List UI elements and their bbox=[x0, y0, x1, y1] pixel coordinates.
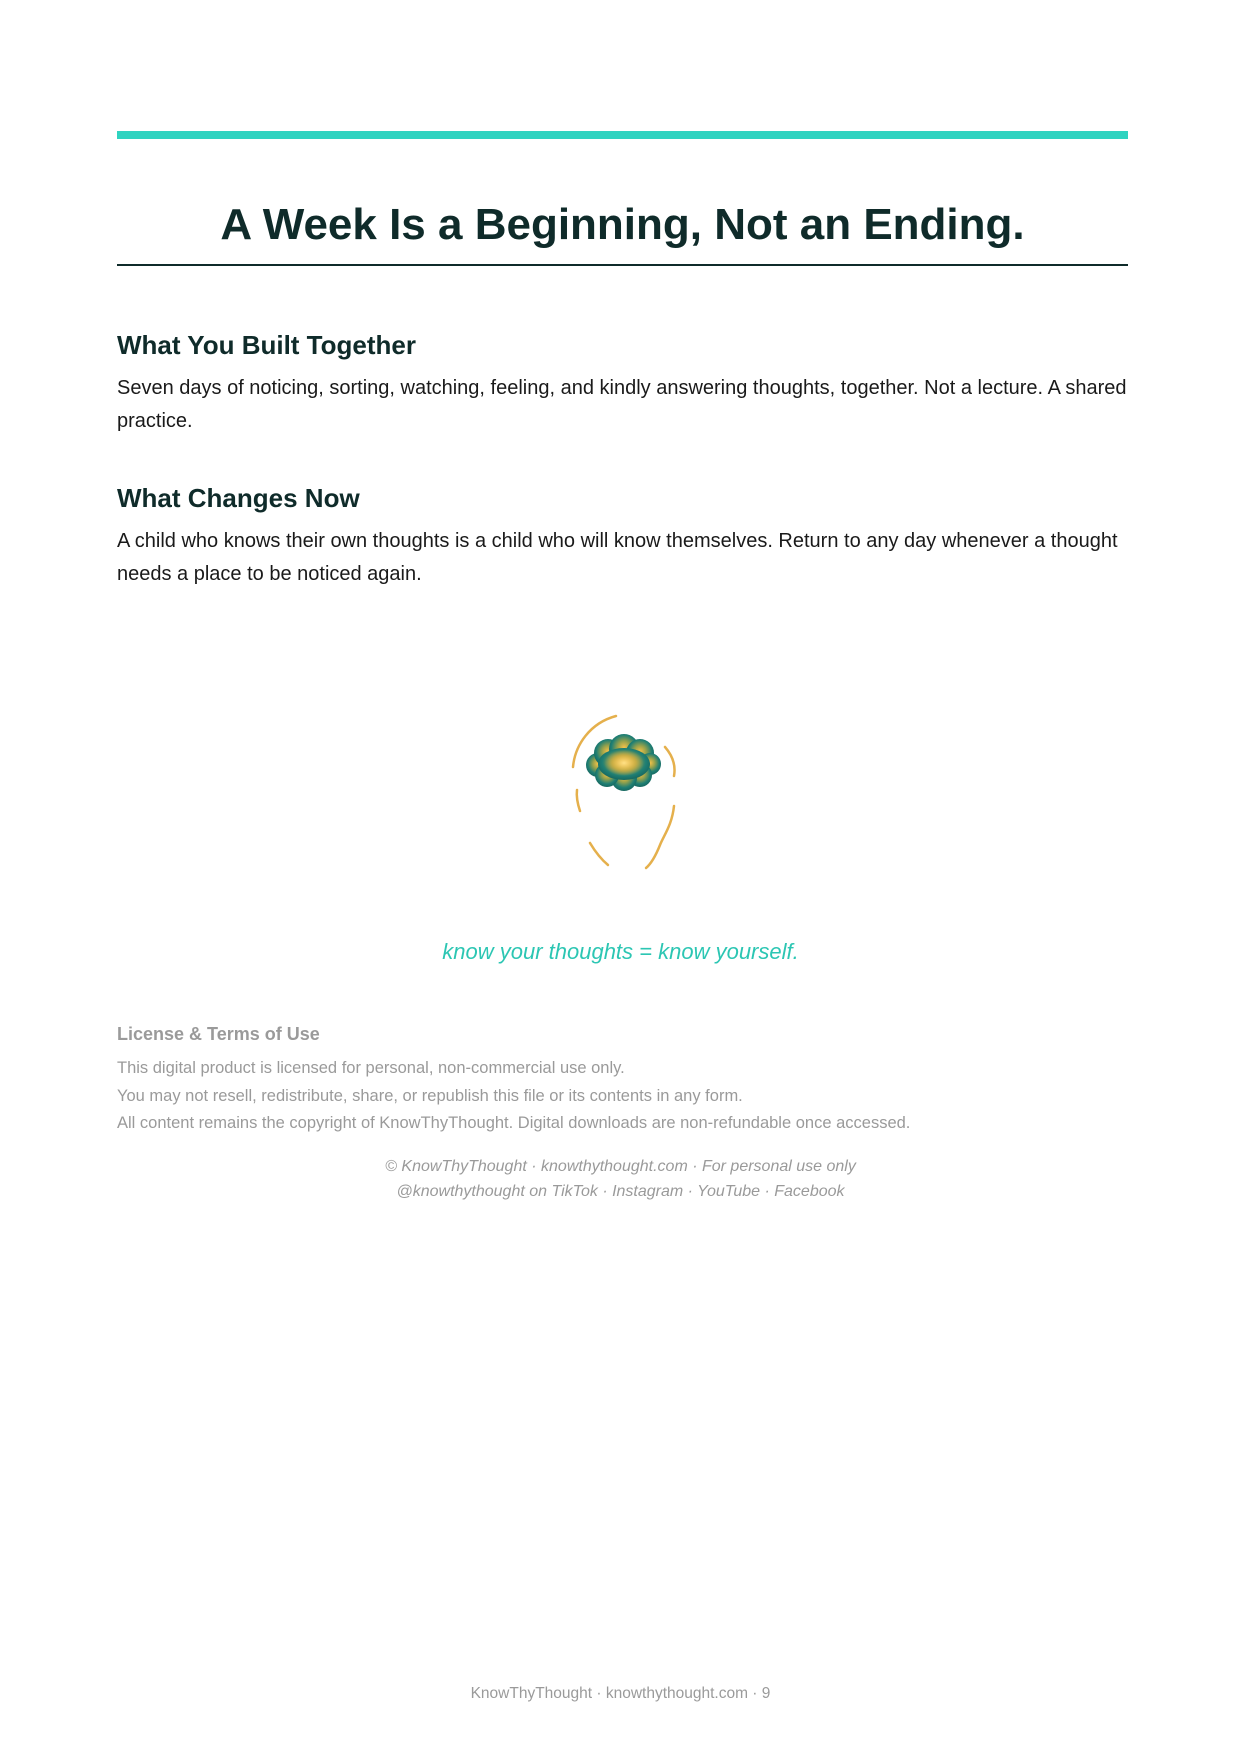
top-accent-bar bbox=[117, 131, 1128, 139]
license-line: This digital product is licensed for personal, non-commercial use only. bbox=[117, 1059, 625, 1077]
page-footer: KnowThyThought · knowthythought.com · 9 bbox=[470, 1685, 771, 1702]
section-body-what-you-built: Seven days of noticing, sorting, watching, feeling, and kindly answering thoughts, together. Not a lecture. A shared practice. bbox=[117, 377, 1127, 432]
section-body-what-changes: A child who knows their own thoughts is a child who will know themselves. Return to any day whenever a thought needs a place to be noticed again. bbox=[117, 530, 1118, 585]
page-title: A Week Is a Beginning, Not an Ending. bbox=[220, 200, 1025, 249]
tagline: know your thoughts = know yourself. bbox=[442, 939, 799, 964]
credits-copyright-line: © KnowThyThought · knowthythought.com · For personal use only bbox=[385, 1158, 856, 1175]
license-line: All content remains the copyright of KnowThyThought. Digital downloads are non-refundable once accessed. bbox=[117, 1114, 911, 1132]
license-heading: License & Terms of Use bbox=[117, 1024, 320, 1044]
license-text bbox=[117, 1055, 1128, 1138]
section-heading-what-you-built: What You Built Together bbox=[117, 330, 416, 360]
credits-social-line: @knowthythought on TikTok · Instagram · YouTube · Facebook bbox=[396, 1182, 845, 1200]
section-heading-what-changes: What Changes Now bbox=[117, 483, 360, 513]
title-divider bbox=[117, 264, 1128, 266]
head-with-thought-cloud-icon bbox=[560, 705, 690, 875]
thought-glow bbox=[604, 750, 644, 776]
license-line: You may not resell, redistribute, share, or republish this file or its contents in any form. bbox=[117, 1086, 743, 1105]
credits bbox=[0, 1155, 1241, 1204]
